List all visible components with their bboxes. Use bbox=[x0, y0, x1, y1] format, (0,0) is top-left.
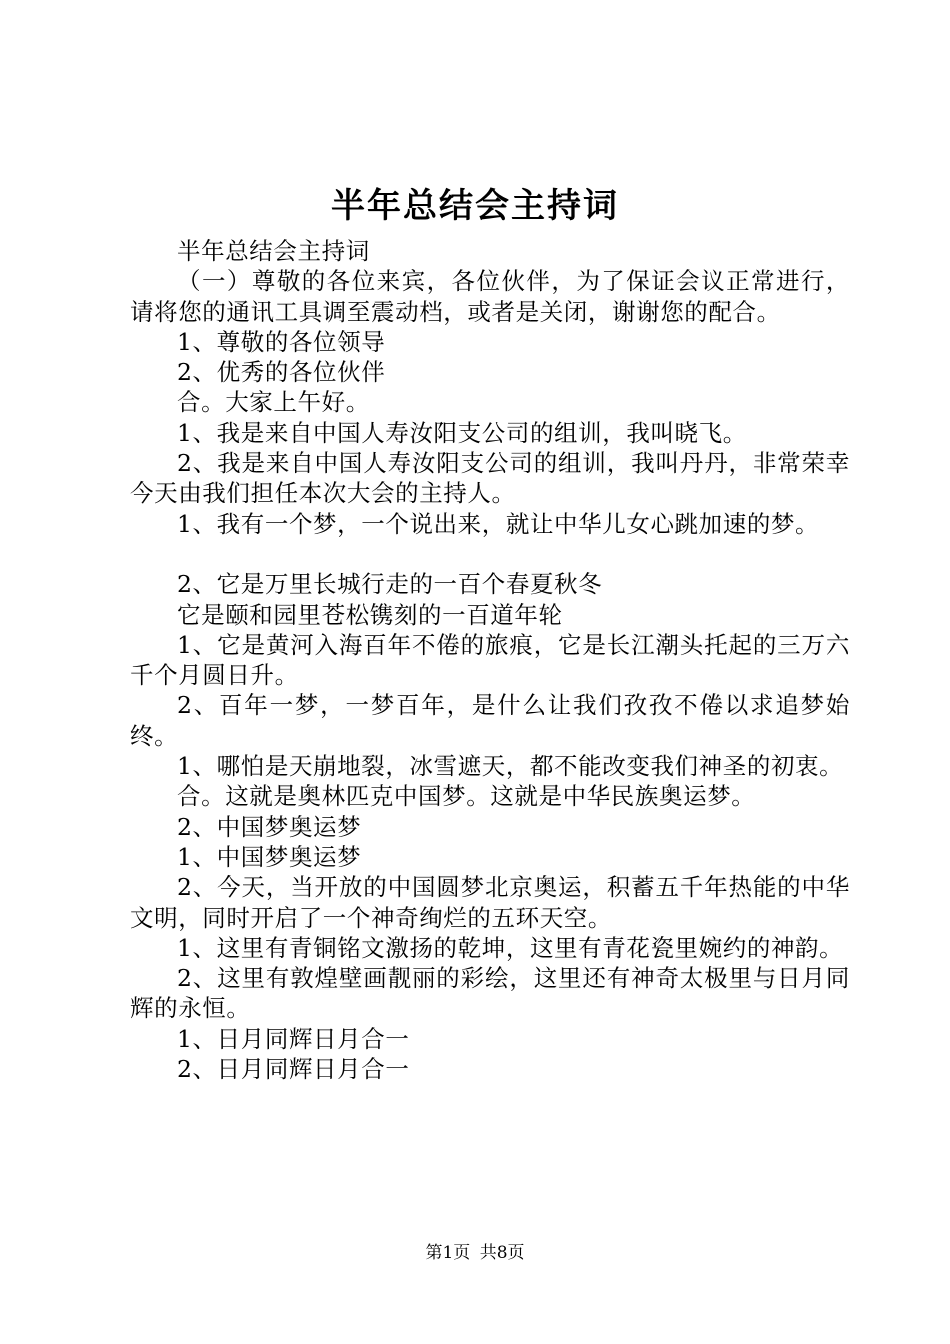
paragraph: 2、它是万里长城行走的一百个春夏秋冬 bbox=[177, 570, 603, 599]
paragraph: 1、尊敬的各位领导 bbox=[177, 327, 386, 356]
document-title: 半年总结会主持词 bbox=[331, 186, 619, 226]
paragraph: 1、哪怕是天崩地裂，冰雪遮天，都不能改变我们神圣的初衷。 bbox=[177, 752, 844, 781]
paragraph: 2、中国梦奥运梦 bbox=[177, 812, 362, 841]
paragraph: 半年总结会主持词 bbox=[177, 237, 370, 265]
paragraph: 1、这里有青铜铭文激扬的乾坤，这里有青花瓷里婉约的神韵。 bbox=[177, 933, 844, 962]
paragraph: 它是颐和园里苍松镌刻的一百道年轮 bbox=[177, 600, 563, 629]
paragraph: 1、我有一个梦，一个说出来，就让中华儿女心跳加速的梦。 bbox=[177, 509, 820, 538]
paragraph: 2、今天，当开放的中国圆梦北京奥运，积蓄五千年热能的中华文明，同时开启了一个神奇绚烂的五环天空。 bbox=[130, 873, 850, 932]
paragraph: 1、中国梦奥运梦 bbox=[177, 842, 362, 871]
page-footer bbox=[0, 1242, 950, 1264]
paragraph: 2、我是来自中国人寿汝阳支公司的组训，我叫丹丹，非常荣幸今天由我们担任本次大会的主持人。 bbox=[130, 449, 850, 508]
page-total: 共8页 bbox=[479, 1243, 525, 1263]
paragraph: 2、这里有敦煌壁画靓丽的彩绘，这里还有神奇太极里与日月同辉的永恒。 bbox=[130, 964, 850, 1023]
page-number: 第1页 bbox=[425, 1243, 471, 1263]
paragraph: 1、我是来自中国人寿汝阳支公司的组训，我叫晓飞。 bbox=[177, 418, 747, 447]
paragraph: 1、日月同辉日月合一 bbox=[177, 1024, 410, 1053]
paragraph: 2、日月同辉日月合一 bbox=[177, 1055, 410, 1084]
document-body bbox=[130, 236, 850, 1084]
paragraph: 1、它是黄河入海百年不倦的旅痕，它是长江潮头托起的三万六千个月圆日升。 bbox=[130, 630, 850, 690]
paragraph: 2、百年一梦，一梦百年，是什么让我们孜孜不倦以求追梦始终。 bbox=[130, 691, 850, 750]
paragraph: 2、优秀的各位伙伴 bbox=[177, 358, 386, 387]
paragraph: 合。这就是奥林匹克中国梦。这就是中华民族奥运梦。 bbox=[177, 782, 756, 811]
paragraph: （一）尊敬的各位来宾，各位伙伴，为了保证会议正常进行，请将您的通讯工具调至震动档，或者是关闭，谢谢您的配合。 bbox=[130, 267, 850, 326]
paragraph: 合。大家上午好。 bbox=[177, 388, 370, 417]
